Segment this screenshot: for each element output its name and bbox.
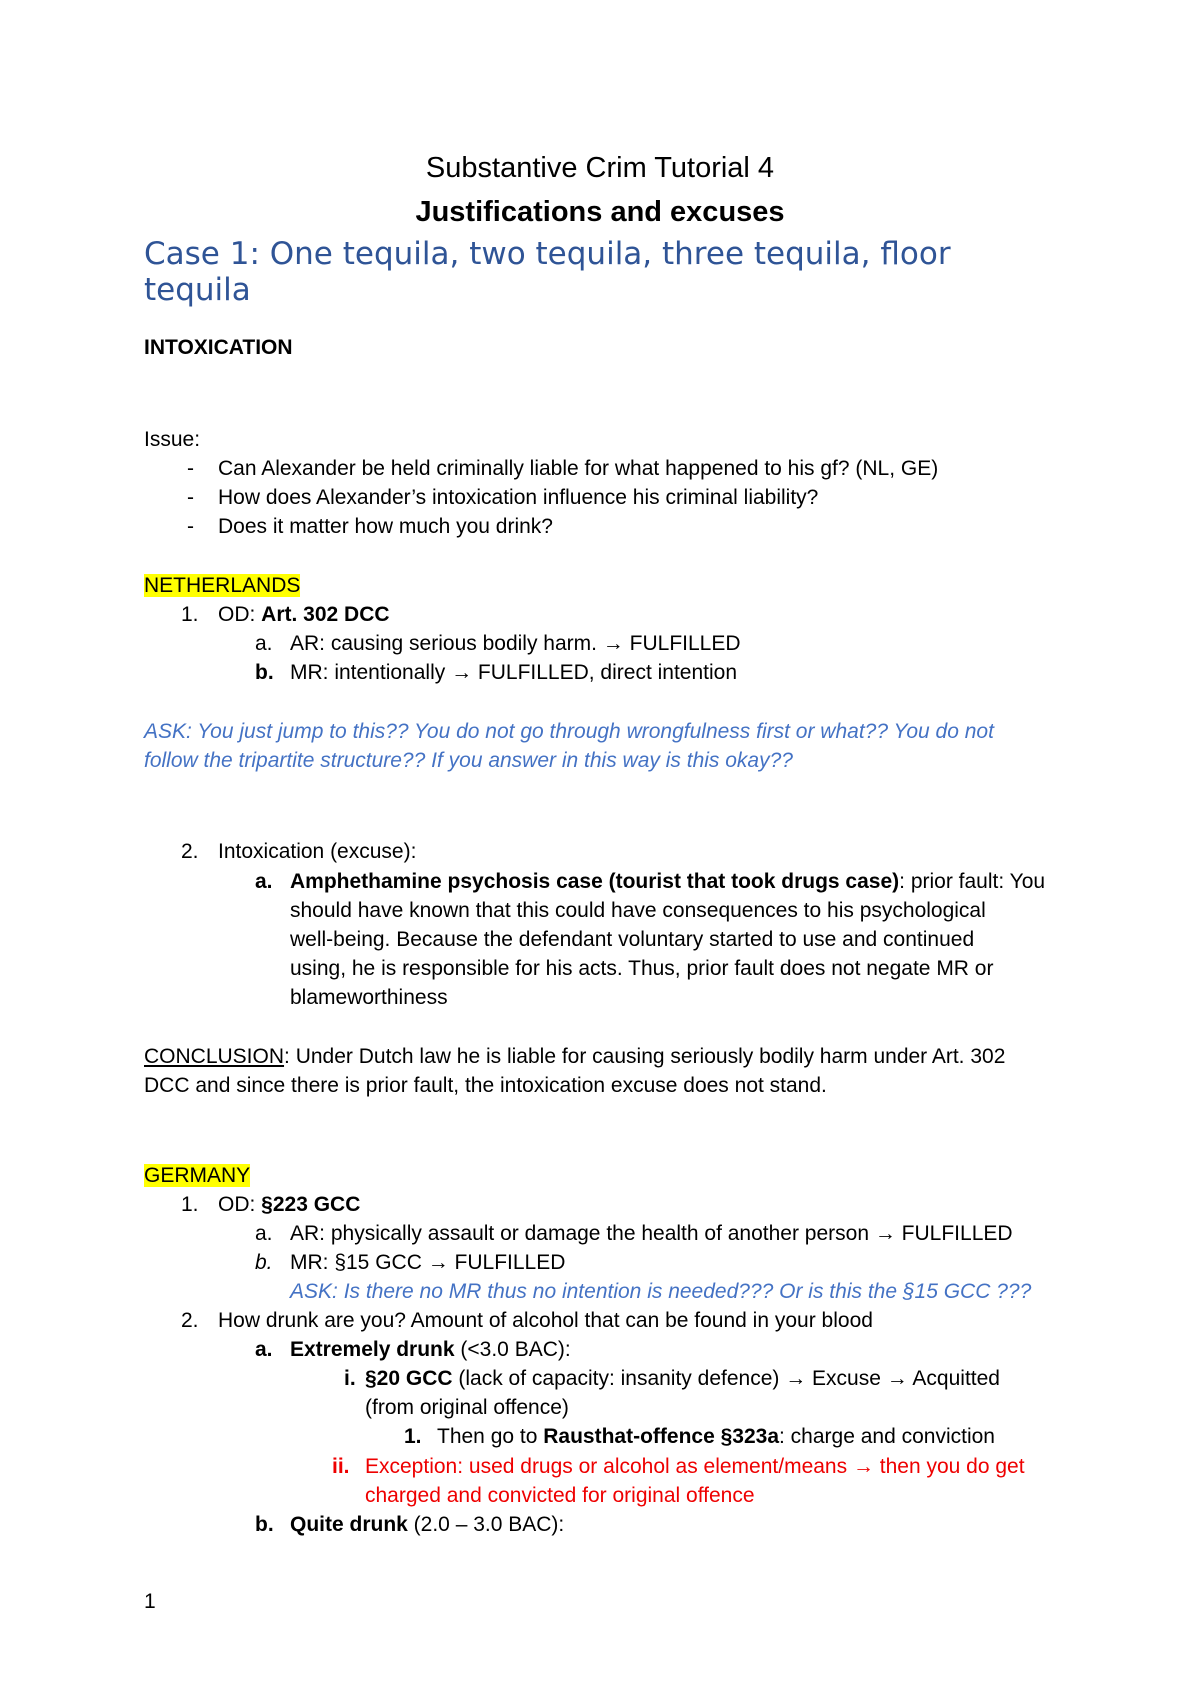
- issue-item: Can Alexander be held criminally liable for what happened to his gf? (NL, GE): [218, 457, 939, 480]
- ge-roman-marker: ii.: [332, 1455, 350, 1478]
- nl-sub-marker: a.: [255, 870, 273, 893]
- issue-bullet: -: [187, 486, 194, 509]
- nl-sub-marker: a.: [255, 632, 273, 655]
- conclusion-text: : Under Dutch law he is liable for causing seriously bodily harm under Art. 302: [284, 1045, 1006, 1068]
- rausch-label: Rausthat-offence §323a: [543, 1425, 779, 1448]
- case-text: : prior fault: You: [899, 870, 1046, 893]
- ge-extremely-drunk: [290, 1336, 571, 1364]
- issue-bullet: -: [187, 515, 194, 538]
- nl-intoxication-label: Intoxication (excuse):: [218, 840, 417, 863]
- nl-case-line: [290, 868, 1045, 896]
- nl-offence-definition: [218, 601, 390, 629]
- ge-sub-marker: b.: [255, 1251, 273, 1274]
- rausch-prefix: Then go to: [437, 1425, 544, 1448]
- document-title: Substantive Crim Tutorial 4: [425, 152, 775, 184]
- od-article: §223 GCC: [261, 1193, 361, 1216]
- ge-quite-drunk: [290, 1511, 564, 1539]
- nl-conclusion-line-2: DCC and since there is prior fault, the intoxication excuse does not stand.: [144, 1074, 827, 1097]
- section-20-text: (lack of capacity: insanity defence) → Excuse → Acquitted: [452, 1367, 1000, 1390]
- ge-exception-line-2: charged and convicted for original offence: [365, 1484, 755, 1507]
- issue-item: Does it matter how much you drink?: [218, 515, 553, 538]
- nl-case-line: should have known that this could have consequences to his psychological: [290, 899, 986, 922]
- od-article: Art. 302 DCC: [261, 603, 390, 626]
- page-number: 1: [144, 1590, 156, 1613]
- ge-sub-marker: a.: [255, 1338, 273, 1361]
- ge-roman-marker: i.: [344, 1367, 356, 1390]
- ge-sub-marker: a.: [255, 1222, 273, 1245]
- nl-conclusion: [144, 1043, 1005, 1071]
- ge-nested-number: 1.: [404, 1425, 422, 1448]
- ge-mens-rea: MR: §15 GCC → FULFILLED: [290, 1251, 566, 1274]
- netherlands-heading: [144, 572, 300, 600]
- nl-case-line: well-being. Because the defendant voluntary started to use and continued: [290, 928, 975, 951]
- ge-sub-marker: b.: [255, 1513, 274, 1536]
- quite-drunk-bac: (2.0 – 3.0 BAC):: [407, 1513, 565, 1536]
- nl-sub-marker: b.: [255, 661, 274, 684]
- ge-section-20-line-2: (from original offence): [365, 1396, 569, 1419]
- issue-item: How does Alexander’s intoxication influence his criminal liability?: [218, 486, 819, 509]
- netherlands-heading-text: NETHERLANDS: [144, 574, 301, 597]
- ge-rausch-offence: [437, 1423, 995, 1451]
- case-name: Amphethamine psychosis case (tourist that took drugs case): [290, 870, 900, 893]
- nl-ask-question-line-1: ASK: You just jump to this?? You do not go through wrongfulness first or what?? You do not: [144, 720, 994, 743]
- case-topic: INTOXICATION: [144, 336, 293, 359]
- od-prefix: OD:: [218, 1193, 262, 1216]
- ge-item-number: 2.: [181, 1309, 199, 1332]
- ge-item-number: 1.: [181, 1193, 199, 1216]
- ge-ask-question: ASK: Is there no MR thus no intention is needed??? Or is this the §15 GCC ???: [290, 1280, 1032, 1303]
- case-heading-line-2: tequila: [144, 272, 251, 308]
- germany-heading: [144, 1162, 250, 1190]
- nl-item-number: 2.: [181, 840, 199, 863]
- germany-heading-text: GERMANY: [144, 1164, 251, 1187]
- conclusion-label: CONCLUSION: [144, 1045, 285, 1068]
- ge-actus-reus: AR: physically assault or damage the health of another person → FULFILLED: [290, 1222, 1013, 1245]
- extremely-drunk-label: Extremely drunk: [290, 1338, 455, 1361]
- ge-drunk-question: How drunk are you? Amount of alcohol that can be found in your blood: [218, 1309, 873, 1332]
- extremely-drunk-bac: (<3.0 BAC):: [454, 1338, 571, 1361]
- nl-case-line: blameworthiness: [290, 986, 448, 1009]
- issue-label: Issue:: [144, 428, 201, 451]
- nl-item-number: 1.: [181, 603, 199, 626]
- rausch-text: : charge and conviction: [779, 1425, 995, 1448]
- ge-offence-definition: [218, 1191, 360, 1219]
- quite-drunk-label: Quite drunk: [290, 1513, 408, 1536]
- ge-section-20: [365, 1365, 1000, 1393]
- issue-bullet: -: [187, 457, 194, 480]
- case-heading-line-1: Case 1: One tequila, two tequila, three tequila, floor: [144, 236, 951, 272]
- section-20-label: §20 GCC: [365, 1367, 453, 1390]
- nl-actus-reus: AR: causing serious bodily harm. → FULFILLED: [290, 632, 741, 655]
- nl-case-line: using, he is responsible for his acts. Thus, prior fault does not negate MR or: [290, 957, 994, 980]
- ge-exception-line-1: Exception: used drugs or alcohol as element/means → then you do get: [365, 1455, 1025, 1478]
- nl-mens-rea: MR: intentionally → FULFILLED, direct intention: [290, 661, 738, 684]
- document-subtitle: Justifications and excuses: [415, 196, 785, 228]
- od-prefix: OD:: [218, 603, 262, 626]
- nl-ask-question-line-2: follow the tripartite structure?? If you answer in this way is this okay??: [144, 749, 793, 772]
